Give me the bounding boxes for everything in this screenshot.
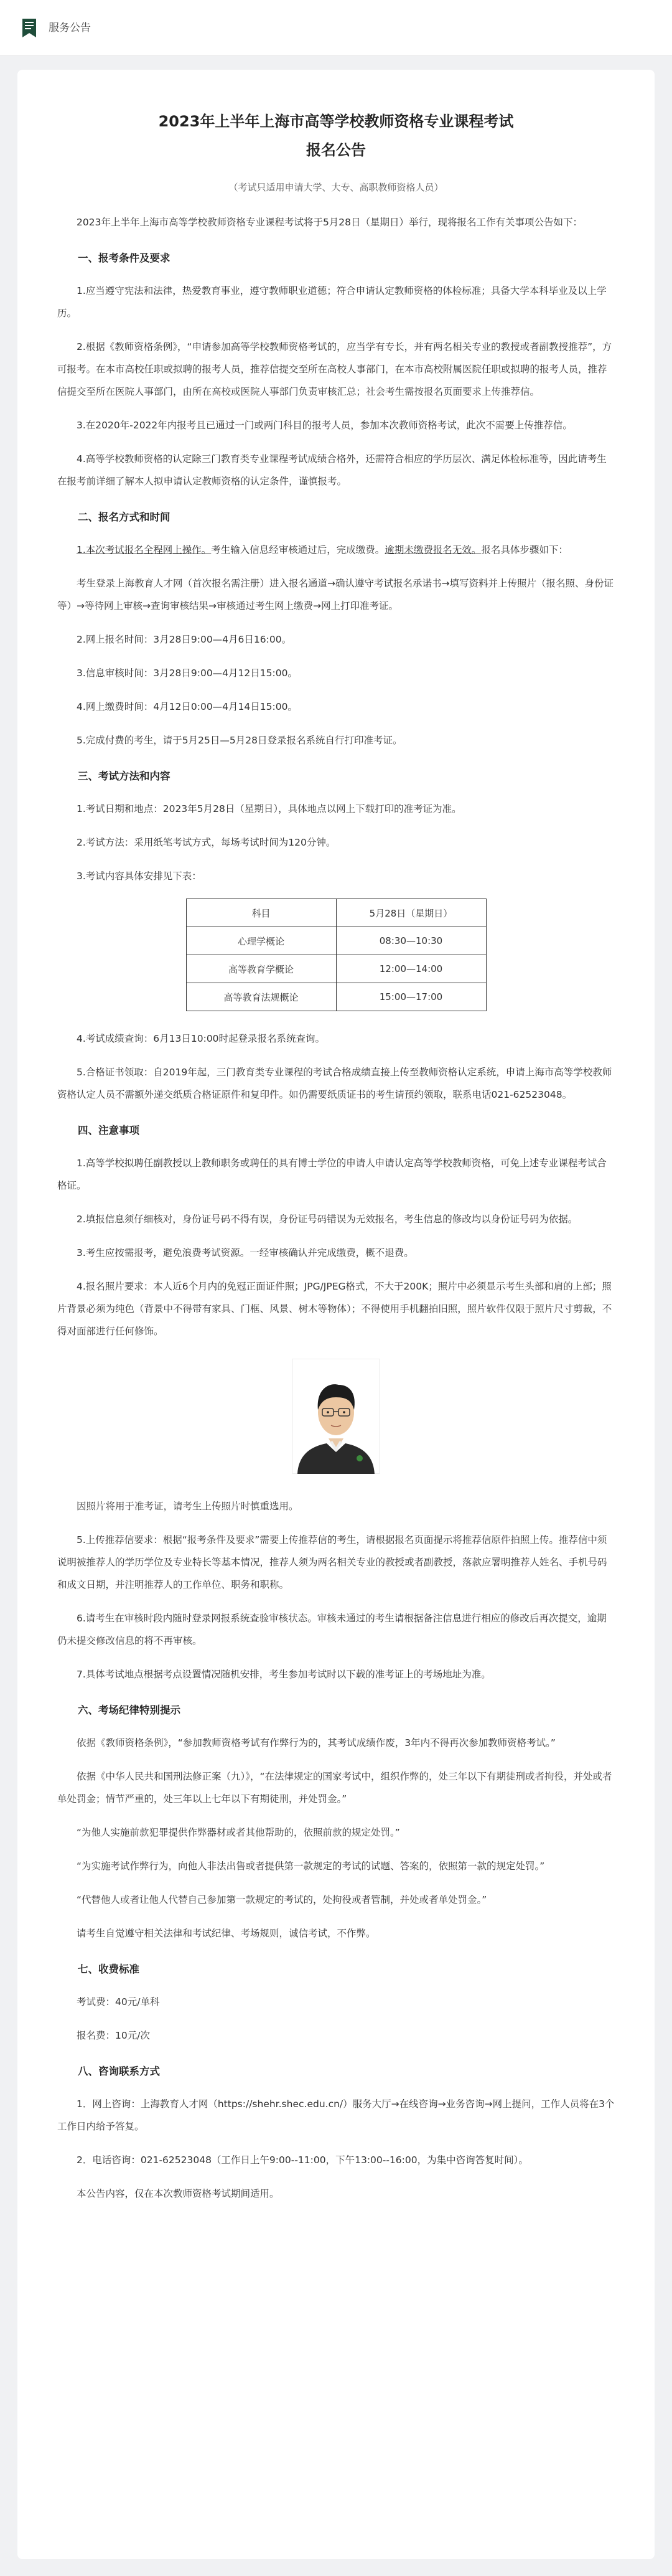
- s1-p1: 1.应当遵守宪法和法律，热爱教育事业，遵守教师职业道德；符合申请认定教师资格的体检标准；具备大学本科毕业及以上学历。: [57, 285, 607, 319]
- top-bar: [0, 0, 672, 56]
- s1-p2: 2.根据《教师资格条例》，“申请参加高等学校教师资格考试的，应当学有专长，并有两名相关专业的教授或者副教授推荐”，方可报考。在本市高校任职或拟聘的报考人员，推荐信提交至所在高校人事部门，在本市高校附属医院任职或拟聘的报考人员，推荐信提交至所在医院人事部门，由所在高校或医院人事部门负责审核汇总；社会考生需按报名页面要求上传推荐信。: [57, 341, 612, 397]
- s3-p1: 1.考试日期和地点：2023年5月28日（星期日），具体地点以网上下载打印的准考证为准。: [77, 803, 462, 814]
- closing-note: 本公告内容，仅在本次教师资格考试期间适用。: [77, 2188, 279, 2199]
- s2-steps: 考生登录上海教育人才网（首次报名需注册）进入报名通道→确认遵守考试报名承诺书→填写资料并上传照片（报名照、身份证等）→等待网上审核→查询审核结果→审核通过考生网上缴费→网上打印准考证。: [57, 578, 614, 611]
- s6-p2: 依据《中华人民共和国刑法修正案（九）》，“在法律规定的国家考试中，组织作弊的，处三年以下有期徒刑或者拘役，并处或者单处罚金；情节严重的，处三年以上七年以下有期徒刑，并处罚金。”: [57, 1771, 612, 1805]
- sample-photo-container: [57, 1359, 615, 1474]
- doc-title-line2: 报名公告: [306, 141, 366, 159]
- s6-p1: 依据《教师资格条例》，“参加教师资格考试有作弊行为的，其考试成绩作废，3年内不得再次参加教师资格考试。”: [77, 1737, 556, 1748]
- s3-p5: 5.合格证书领取：自2019年起，三门教育类专业课程的考试合格成绩直接上传至教师资格认定系统，申请上海市高等学校教师资格认定人员不需额外递交纸质合格证原件和复印件。如仍需要纸质证书的考生请预约领取，联系电话021-62523048。: [57, 1067, 612, 1100]
- table-cell-time: 12:00—14:00: [336, 955, 486, 983]
- s2-p1-underlined-2: 逾期未缴费报名无效。: [385, 544, 482, 555]
- section-heading-1: 一、报考条件及要求: [78, 252, 170, 264]
- table-row: [186, 955, 486, 983]
- section-heading-8: 八、咨询联系方式: [78, 2065, 160, 2077]
- table-cell-subject: 高等教育学概论: [186, 955, 336, 983]
- table-row: [186, 983, 486, 1011]
- s4-p1: 1.高等学校拟聘任副教授以上教师职务或聘任的具有博士学位的申请人申请认定高等学校教师资格，可免上述专业课程考试合格证。: [57, 1158, 607, 1191]
- s2-p5: 5.完成付费的考生，请于5月25日—5月28日登录报名系统自行打印准考证。: [77, 735, 403, 746]
- s2-p1-middle: 考生输入信息经审核通过后，完成缴费。: [211, 544, 385, 555]
- section-heading-3: 三、考试方法和内容: [78, 770, 170, 782]
- table-header-row: [186, 899, 486, 927]
- table-header-subject: 科目: [186, 899, 336, 927]
- s2-p4: 4.网上缴费时间：4月12日0:00—4月14日15:00。: [77, 701, 297, 712]
- s4-p5: 5.上传推荐信要求：根据“报考条件及要求”需要上传推荐信的考生，请根据报名页面提示将推荐信原件拍照上传。推荐信中须说明被推荐人的学历学位及专业特长等基本情况，推荐人须为两名相关专业的教授或者副教授，落款应署明推荐人姓名、手机号码和成文日期，并注明推荐人的工作单位、职务和职称。: [57, 1534, 607, 1590]
- logo-icon: [22, 19, 36, 37]
- s1-p4: 4.高等学校教师资格的认定除三门教育类专业课程考试成绩合格外，还需符合相应的学历层次、满足体检标准等，因此请考生在报考前详细了解本人拟申请认定教师资格的认定条件，谨慎报考。: [57, 453, 607, 487]
- table-cell-time: 08:30—10:30: [336, 927, 486, 955]
- s2-p2: 2.网上报名时间：3月28日9:00—4月6日16:00。: [77, 634, 292, 645]
- s4-p4: 4.报名照片要求：本人近6个月内的免冠正面证件照；JPG/JPEG格式，不大于200K；照片中必须显示考生头部和肩的上部；照片背景必须为纯色（背景中不得带有家具、门框、风景、树木等物体）；不得使用手机翻拍旧照，照片软件仅限于照片尺寸剪裁，不得对面部进行任何修饰。: [57, 1281, 612, 1337]
- doc-title-line1: 2023年上半年上海市高等学校教师资格专业课程考试: [158, 113, 514, 130]
- section-heading-7: 七、收费标准: [78, 1963, 139, 1975]
- table-cell-time: 15:00—17:00: [336, 983, 486, 1011]
- s3-p4: 4.考试成绩查询：6月13日10:00时起登录报名系统查询。: [77, 1033, 325, 1044]
- table-cell-subject: 高等教育法规概论: [186, 983, 336, 1011]
- sample-id-photo: [292, 1359, 380, 1474]
- s6-p6: 请考生自觉遵守相关法律和考试纪律、考场规则，诚信考试，不作弊。: [77, 1928, 376, 1939]
- contact-phone: 2．电话咨询：021-62523048（工作日上午9:00--11:00，下午13:00--16:00，为集中咨询答复时间）。: [77, 2154, 528, 2166]
- s2-p1-end: 报名具体步骤如下：: [481, 544, 568, 555]
- section-heading-4: 四、注意事项: [78, 1125, 139, 1136]
- section-heading-2: 二、报名方式和时间: [78, 511, 170, 523]
- s2-p1-underlined-1: 1.本次考试报名全程网上操作。: [77, 544, 212, 555]
- s3-p2: 2.考试方法：采用纸笔考试方式，每场考试时间为120分钟。: [77, 837, 336, 848]
- registration-fee: 报名费：10元/次: [77, 2030, 150, 2041]
- doc-title: [57, 107, 615, 164]
- doc-subtitle: （考试只适用申请大学、大专、高职教师资格人员）: [228, 182, 444, 193]
- s2-p1: [57, 539, 615, 561]
- photo-note: 因照片将用于准考证，请考生上传照片时慎重选用。: [77, 1501, 299, 1512]
- intro-paragraph: 2023年上半年上海市高等学校教师资格专业课程考试将于5月28日（星期日）举行，现将报名工作有关事项公告如下：: [77, 217, 583, 228]
- s6-p3: “为他人实施前款犯罪提供作弊器材或者其他帮助的，依照前款的规定处罚。”: [77, 1827, 400, 1838]
- table-cell-subject: 心理学概论: [186, 927, 336, 955]
- s4-p7: 7.具体考试地点根据考点设置情况随机安排，考生参加考试时以下载的准考证上的考场地址为准。: [77, 1669, 491, 1680]
- s6-p4: “为实施考试作弊行为，向他人非法出售或者提供第一款规定的考试的试题、答案的，依照第一款的规定处罚。”: [77, 1861, 545, 1872]
- section-heading-6: 六、考场纪律特别提示: [78, 1704, 180, 1716]
- announcement-card: [17, 70, 655, 2559]
- s4-p2: 2.填报信息须仔细核对，身份证号码不得有误，身份证号码错误为无效报名，考生信息的修改均以身份证号码为依据。: [77, 1214, 578, 1225]
- page-header-title: 服务公告: [49, 22, 91, 34]
- s4-p6: 6.请考生在审核时段内随时登录网报系统查验审核状态。审核未通过的考生请根据备注信息进行相应的修改后再次提交，逾期仍未提交修改信息的将不再审核。: [57, 1613, 607, 1646]
- exam-fee: 考试费：40元/单科: [77, 1996, 160, 2007]
- s3-p3: 3.考试内容具体安排见下表：: [77, 870, 202, 882]
- s1-p3: 3.在2020年-2022年内报考且已通过一门或两门科目的报考人员，参加本次教师资格考试，此次不需要上传推荐信。: [77, 420, 572, 431]
- contact-online: 1．网上咨询：上海教育人才网（https://shehr.shec.edu.cn/）服务大厅→在线咨询→业务咨询→网上提问，工作人员将在3个工作日内给予答复。: [57, 2098, 615, 2132]
- s4-p3: 3.考生应按需报考，避免浪费考试资源。一经审核确认并完成缴费，概不退费。: [77, 1247, 414, 1258]
- table-header-date: 5月28日（星期日）: [336, 899, 486, 927]
- exam-schedule-table: [186, 899, 487, 1011]
- s2-p3: 3.信息审核时间：3月28日9:00—4月12日15:00。: [77, 668, 297, 679]
- s6-p5: “代替他人或者让他人代替自己参加第一款规定的考试的，处拘役或者管制，并处或者单处罚金。”: [77, 1894, 487, 1905]
- table-row: [186, 927, 486, 955]
